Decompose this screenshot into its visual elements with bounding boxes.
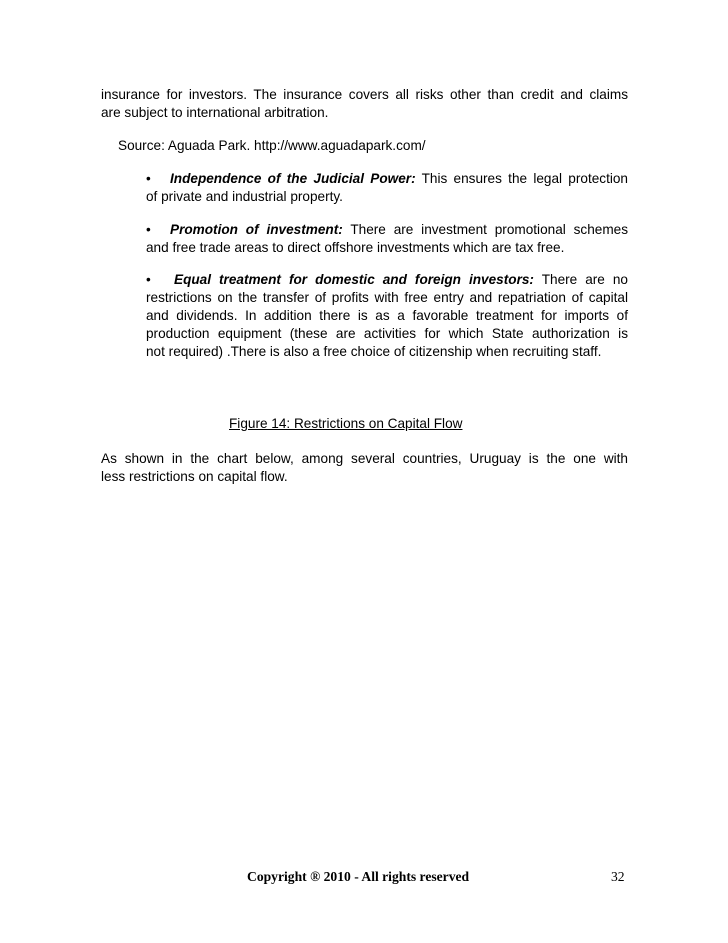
bullet-icon: • [146, 222, 151, 237]
body-text-line: are subject to international arbitration. [101, 105, 329, 120]
bullet-item-promotion [146, 221, 628, 239]
bullet-heading: Equal treatment for domestic and foreign investors: [174, 272, 534, 287]
bullet-text-line: production equipment (these are activities for which State authorization is [146, 326, 628, 341]
bullet-icon: • [146, 171, 151, 186]
bullet-text: This ensures the legal protection [415, 171, 628, 186]
bullet-text-line: and dividends. In addition there is as a favorable treatment for imports of [146, 308, 628, 323]
bullet-text-line: and free trade areas to direct offshore investments which are tax free. [146, 240, 565, 255]
bullet-text-line: restrictions on the transfer of profits with free entry and repatriation of capital [146, 290, 628, 305]
bullet-text-line: not required) .There is also a free choice of citizenship when recruiting staff. [146, 344, 602, 359]
body-text-line: less restrictions on capital flow. [101, 469, 288, 484]
body-text-line: insurance for investors. The insurance covers all risks other than credit and claims [101, 87, 628, 102]
bullet-text: There are investment promotional schemes [342, 222, 629, 237]
bullet-icon: • [146, 272, 151, 287]
bullet-text-line: of private and industrial property. [146, 189, 343, 204]
bullet-item-equal-treatment [146, 271, 628, 289]
body-text-line: As shown in the chart below, among several countries, Uruguay is the one with [101, 451, 628, 466]
source-citation: Source: Aguada Park. http://www.aguadapark.com/ [118, 138, 426, 153]
figure-title: Figure 14: Restrictions on Capital Flow [229, 416, 463, 431]
bullet-text: There are no [533, 272, 628, 287]
page-number: 32 [611, 869, 625, 884]
bullet-heading: Promotion of investment: [170, 222, 343, 237]
bullet-item-judicial-power [146, 170, 628, 188]
copyright-footer: Copyright ® 2010 - All rights reserved [247, 869, 470, 884]
bullet-heading: Independence of the Judicial Power: [170, 171, 416, 186]
